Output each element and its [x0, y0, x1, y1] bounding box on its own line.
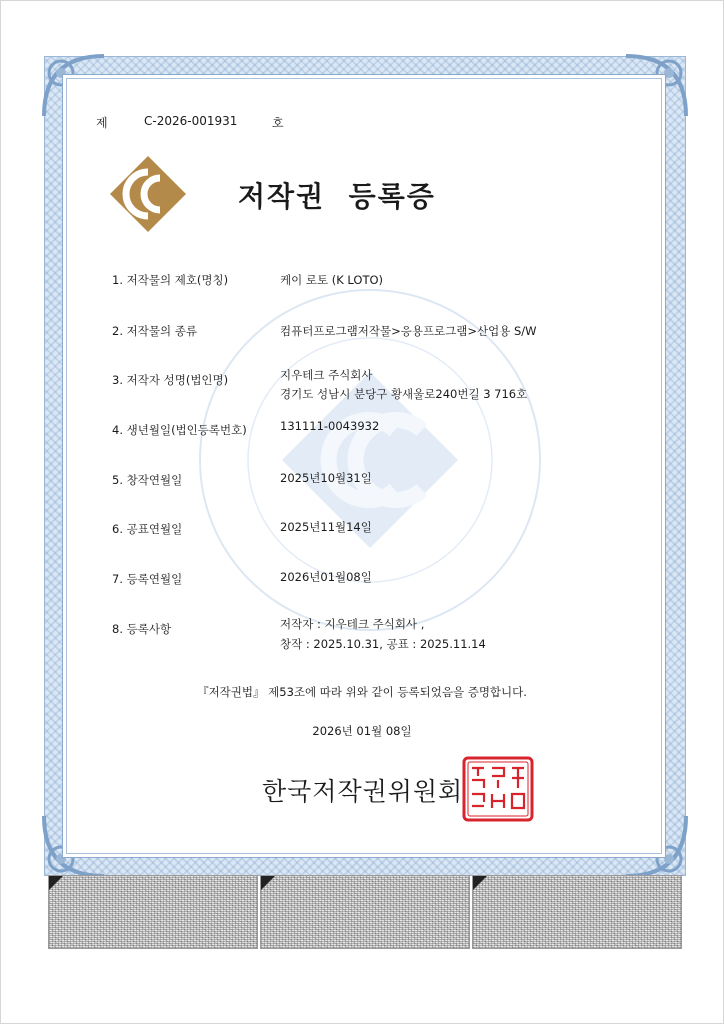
cc-logo-icon	[108, 154, 188, 234]
security-code-middle	[260, 875, 470, 949]
field-label-title: 1. 저작물의 제호(명칭)	[112, 273, 229, 287]
field-label-reg-id: 4. 생년월일(법인등록번호)	[112, 423, 247, 437]
field-label-registration-details: 8. 등록사항	[112, 622, 172, 636]
field-label-registration-date: 7. 등록연월일	[112, 572, 183, 586]
field-value-registration-date: 2026년01월08일	[280, 570, 372, 584]
field-value-publication-date: 2025년11월14일	[280, 520, 372, 534]
field-value-title: 케이 로토 (K LOTO)	[280, 273, 384, 287]
field-label-author: 3. 저작자 성명(법인명)	[112, 373, 229, 387]
field-value-author-address: 경기도 성남시 분당구 황새울로240번길 3 716호	[280, 387, 528, 401]
field-value-details-dates: 창작 : 2025.10.31, 공표 : 2025.11.14	[280, 637, 486, 651]
security-code-left	[48, 875, 258, 949]
field-value-creation-date: 2025년10월31일	[280, 471, 372, 485]
issuer-name: 한국저작권위원회	[262, 777, 464, 806]
issue-date: 2026년 01월 08일	[312, 724, 412, 738]
field-value-type: 컴퓨터프로그램저작물>응용프로그램>산업용 S/W	[280, 324, 537, 338]
official-seal-icon	[462, 756, 534, 822]
field-label-type: 2. 저작물의 종류	[112, 324, 197, 338]
field-value-details-author: 저작자 : 지우테크 주식회사 ,	[280, 617, 425, 631]
field-label-publication-date: 6. 공표연월일	[112, 522, 183, 536]
security-code-right	[472, 875, 682, 949]
certification-statement: 『저작권법』 제53조에 따라 위와 같이 등록되었음을 증명합니다.	[197, 685, 527, 699]
field-value-reg-id: 131111-0043932	[280, 419, 380, 433]
reg-number: C-2026-001931	[144, 114, 238, 128]
field-label-creation-date: 5. 창작연월일	[112, 473, 183, 487]
reg-suffix: 호	[272, 116, 284, 130]
reg-prefix: 제	[96, 116, 108, 130]
field-value-author-name: 지우테크 주식회사	[280, 368, 373, 382]
certificate-title: 저작권 등록증	[238, 180, 436, 213]
